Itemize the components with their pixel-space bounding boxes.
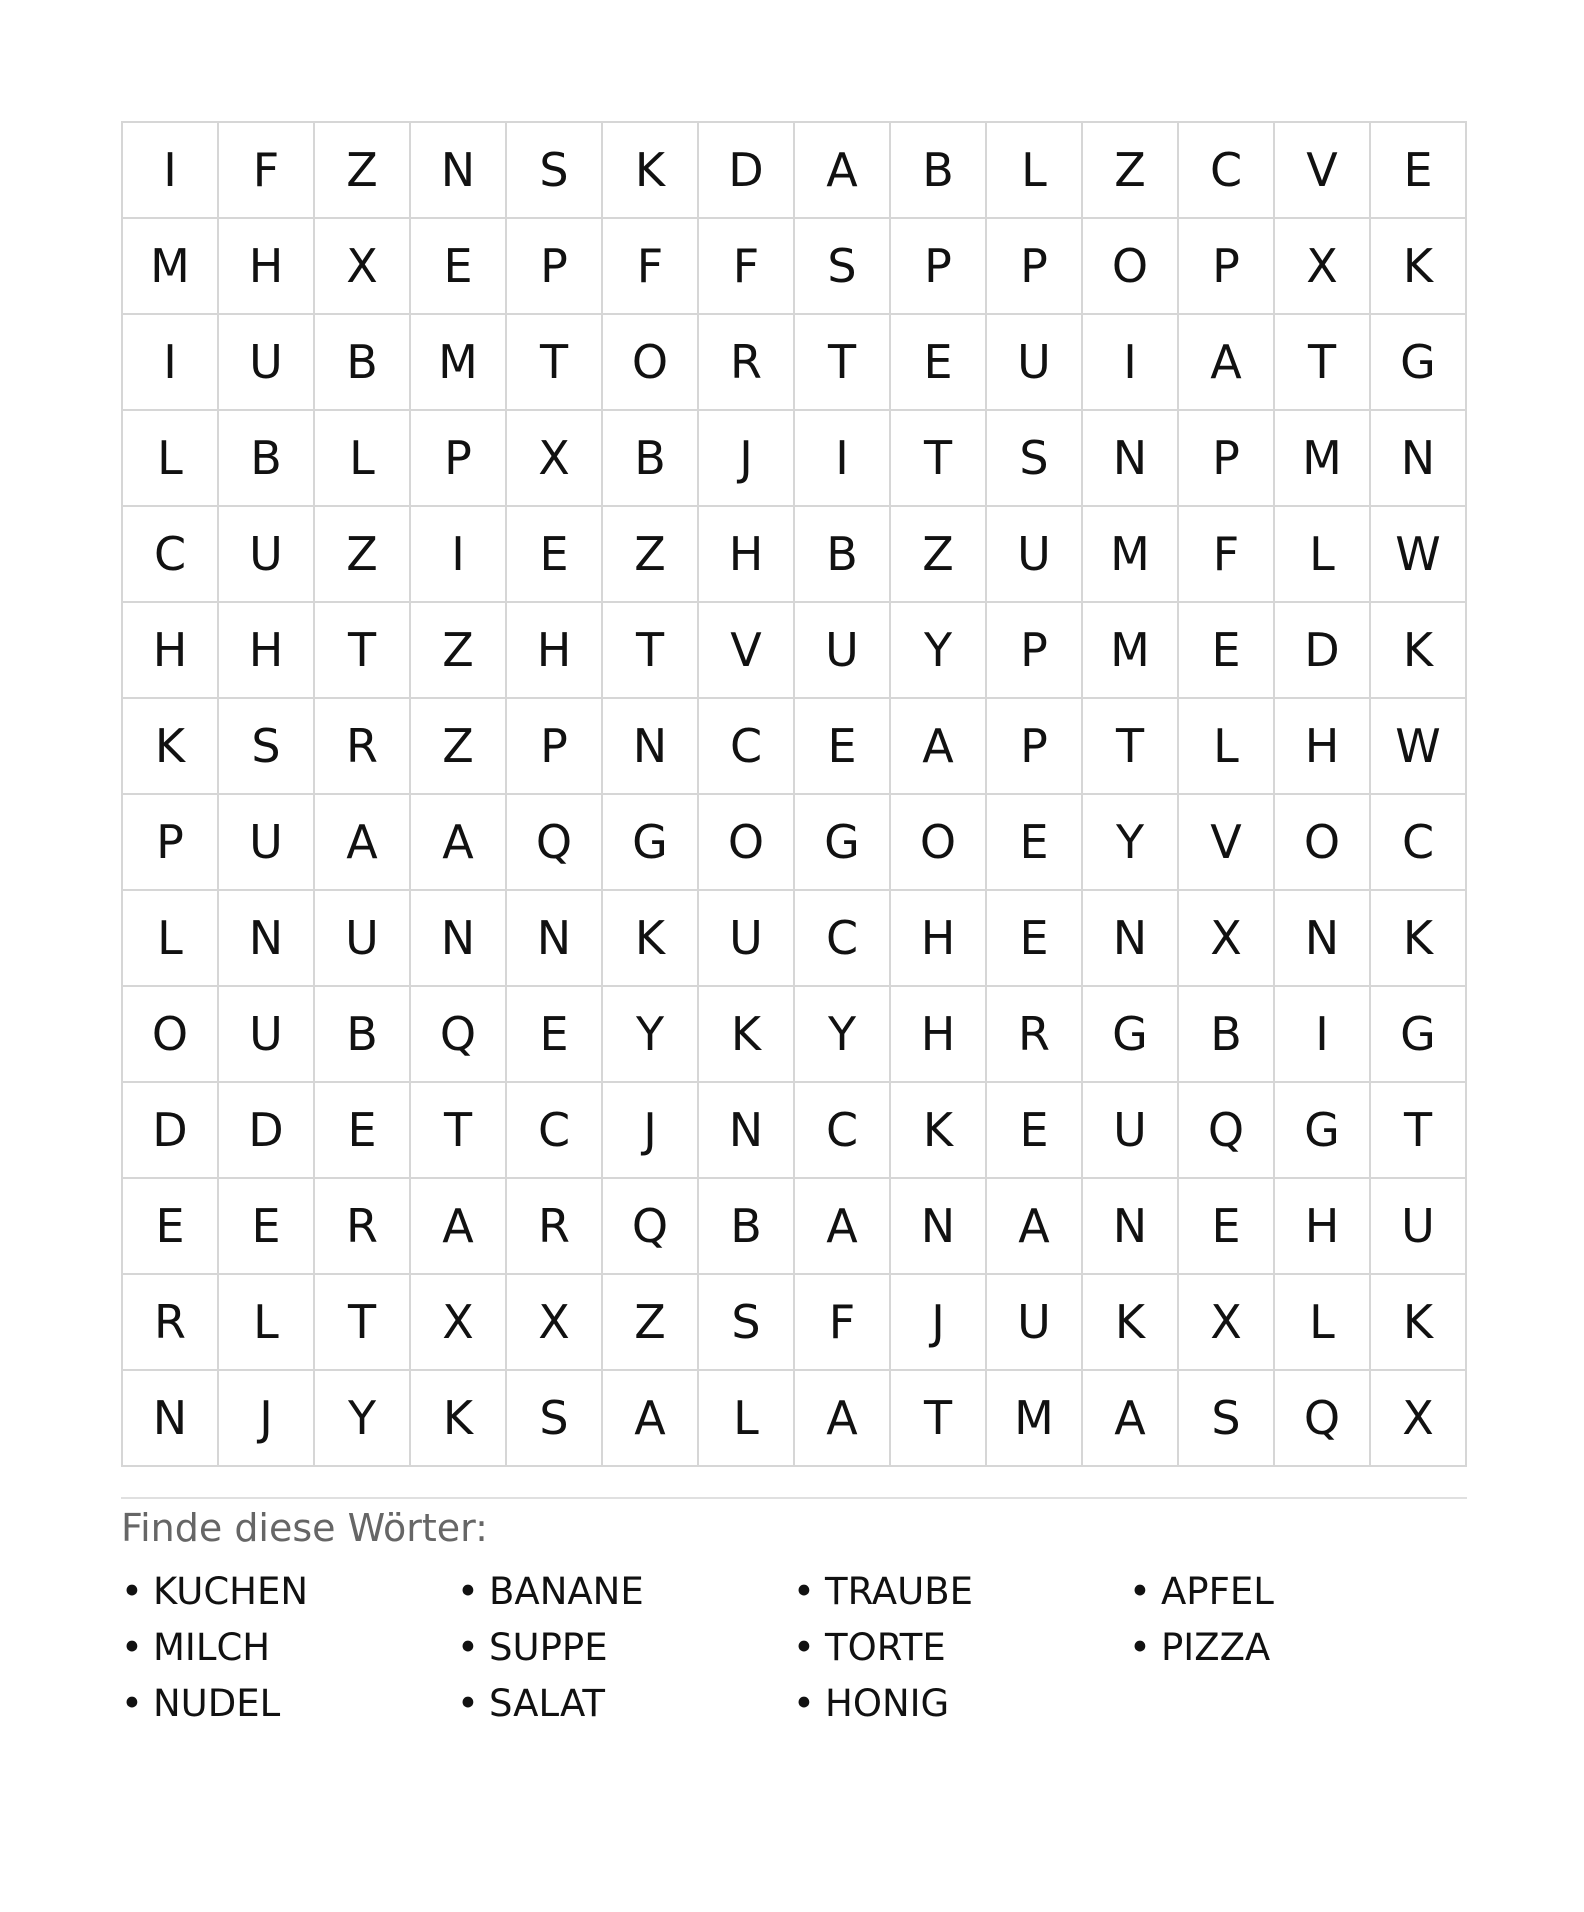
grid-cell[interactable]: T xyxy=(411,1083,507,1179)
grid-cell[interactable]: X xyxy=(411,1275,507,1371)
grid-cell[interactable]: I xyxy=(411,507,507,603)
grid-cell[interactable]: G xyxy=(1371,315,1467,411)
word-search-puzzle xyxy=(121,121,1465,1731)
bullet-icon: • xyxy=(457,1569,479,1613)
grid-cell[interactable]: F xyxy=(699,219,795,315)
grid-cell[interactable]: K xyxy=(699,987,795,1083)
grid-cell[interactable]: N xyxy=(1275,891,1371,987)
word-label: KUCHEN xyxy=(153,1569,309,1613)
grid-cell[interactable]: L xyxy=(219,1275,315,1371)
grid-cell[interactable]: K xyxy=(1371,1275,1467,1371)
grid-cell[interactable]: N xyxy=(1083,891,1179,987)
grid-cell[interactable]: U xyxy=(219,795,315,891)
bullet-icon: • xyxy=(457,1681,479,1725)
grid-cell[interactable]: D xyxy=(219,1083,315,1179)
grid-cell[interactable]: P xyxy=(1179,411,1275,507)
grid-cell[interactable]: M xyxy=(1083,603,1179,699)
grid-cell[interactable]: Q xyxy=(411,987,507,1083)
grid-cell[interactable]: U xyxy=(699,891,795,987)
grid-cell[interactable]: L xyxy=(1275,507,1371,603)
grid-cell[interactable]: N xyxy=(411,891,507,987)
grid-cell[interactable]: C xyxy=(1179,123,1275,219)
grid-cell[interactable]: F xyxy=(603,219,699,315)
grid-cell[interactable]: X xyxy=(1371,1371,1467,1467)
grid-cell[interactable]: A xyxy=(315,795,411,891)
word-label: HONIG xyxy=(825,1681,950,1725)
grid-cell[interactable]: C xyxy=(507,1083,603,1179)
grid-cell[interactable]: T xyxy=(1275,315,1371,411)
grid-cell[interactable]: F xyxy=(1179,507,1275,603)
grid-cell[interactable]: L xyxy=(1179,699,1275,795)
grid-cell[interactable]: H xyxy=(507,603,603,699)
grid-cell[interactable]: X xyxy=(1275,219,1371,315)
grid-cell[interactable]: O xyxy=(891,795,987,891)
grid-cell[interactable]: I xyxy=(1275,987,1371,1083)
grid-cell[interactable]: O xyxy=(123,987,219,1083)
grid-cell[interactable]: L xyxy=(1275,1275,1371,1371)
grid-cell[interactable]: P xyxy=(507,699,603,795)
grid-cell[interactable]: A xyxy=(1179,315,1275,411)
word-label: BANANE xyxy=(489,1569,644,1613)
grid-cell[interactable]: A xyxy=(411,1179,507,1275)
grid-cell[interactable]: S xyxy=(987,411,1083,507)
grid-cell[interactable]: H xyxy=(123,603,219,699)
grid-cell[interactable]: A xyxy=(891,699,987,795)
grid-cell[interactable]: X xyxy=(507,1275,603,1371)
grid-cell[interactable]: I xyxy=(795,411,891,507)
grid-cell[interactable]: K xyxy=(603,891,699,987)
grid-cell[interactable]: V xyxy=(1179,795,1275,891)
word-label: APFEL xyxy=(1161,1569,1274,1613)
grid-cell[interactable]: B xyxy=(315,987,411,1083)
word-list-item xyxy=(457,1563,793,1619)
grid-cell[interactable]: S xyxy=(219,699,315,795)
grid-cell[interactable]: Q xyxy=(603,1179,699,1275)
grid-cell[interactable]: S xyxy=(507,1371,603,1467)
grid-cell[interactable]: M xyxy=(123,219,219,315)
grid-cell[interactable]: P xyxy=(507,219,603,315)
grid-cell[interactable]: B xyxy=(219,411,315,507)
grid-cell[interactable]: U xyxy=(1083,1083,1179,1179)
grid-cell[interactable]: X xyxy=(1179,891,1275,987)
grid-cell[interactable]: T xyxy=(891,1371,987,1467)
grid-cell[interactable]: E xyxy=(891,315,987,411)
grid-cell[interactable]: X xyxy=(315,219,411,315)
grid-cell[interactable]: J xyxy=(891,1275,987,1371)
grid-cell[interactable]: F xyxy=(795,1275,891,1371)
grid-cell[interactable]: N xyxy=(219,891,315,987)
grid-cell[interactable]: K xyxy=(603,123,699,219)
grid-cell[interactable]: U xyxy=(219,507,315,603)
bullet-icon: • xyxy=(793,1681,815,1725)
grid-cell[interactable]: O xyxy=(1275,795,1371,891)
grid-cell[interactable]: A xyxy=(795,1179,891,1275)
grid-cell[interactable]: Y xyxy=(1083,795,1179,891)
grid-cell[interactable]: P xyxy=(891,219,987,315)
word-list-item xyxy=(1129,1563,1465,1619)
grid-cell[interactable]: A xyxy=(411,795,507,891)
grid-cell[interactable]: E xyxy=(507,987,603,1083)
word-list-item xyxy=(793,1563,1129,1619)
grid-cell[interactable]: N xyxy=(603,699,699,795)
grid-cell[interactable]: V xyxy=(699,603,795,699)
grid-cell[interactable]: E xyxy=(315,1083,411,1179)
word-list-item xyxy=(793,1619,1129,1675)
grid-cell[interactable]: K xyxy=(1371,891,1467,987)
word-label: TORTE xyxy=(825,1625,946,1669)
word-list-item xyxy=(1129,1619,1465,1675)
grid-cell[interactable]: E xyxy=(1371,123,1467,219)
grid-cell[interactable]: E xyxy=(987,795,1083,891)
grid-cell[interactable]: B xyxy=(699,1179,795,1275)
grid-cell[interactable]: E xyxy=(411,219,507,315)
grid-cell[interactable]: N xyxy=(1083,411,1179,507)
grid-cell[interactable]: E xyxy=(987,1083,1083,1179)
grid-cell[interactable]: W xyxy=(1371,507,1467,603)
word-label: PIZZA xyxy=(1161,1625,1271,1669)
grid-cell[interactable]: T xyxy=(1371,1083,1467,1179)
grid-cell[interactable]: Y xyxy=(315,1371,411,1467)
bullet-icon: • xyxy=(457,1625,479,1669)
grid-cell[interactable]: U xyxy=(315,891,411,987)
grid-cell[interactable]: Y xyxy=(603,987,699,1083)
grid-cell[interactable]: B xyxy=(1179,987,1275,1083)
grid-cell[interactable]: Z xyxy=(1083,123,1179,219)
grid-cell[interactable]: N xyxy=(411,123,507,219)
grid-cell[interactable]: I xyxy=(1083,315,1179,411)
grid-cell[interactable]: B xyxy=(795,507,891,603)
grid-cell[interactable]: P xyxy=(1179,219,1275,315)
grid-cell[interactable]: H xyxy=(219,603,315,699)
grid-cell[interactable]: K xyxy=(1371,219,1467,315)
word-list xyxy=(121,1563,1465,1731)
grid-cell[interactable]: L xyxy=(123,411,219,507)
word-list-item xyxy=(793,1675,1129,1731)
divider xyxy=(121,1497,1467,1499)
grid-cell[interactable]: A xyxy=(795,123,891,219)
grid-cell[interactable]: Z xyxy=(603,507,699,603)
grid-cell[interactable]: A xyxy=(795,1371,891,1467)
grid-cell[interactable]: U xyxy=(987,315,1083,411)
grid-cell[interactable]: H xyxy=(699,507,795,603)
grid-cell[interactable]: Q xyxy=(1275,1371,1371,1467)
grid-cell[interactable]: E xyxy=(507,507,603,603)
grid-cell[interactable]: R xyxy=(123,1275,219,1371)
grid-cell[interactable]: T xyxy=(603,603,699,699)
grid-cell[interactable]: J xyxy=(699,411,795,507)
word-list-item xyxy=(121,1619,457,1675)
bullet-icon: • xyxy=(1129,1569,1151,1613)
grid-cell[interactable]: P xyxy=(987,603,1083,699)
grid-cell[interactable]: R xyxy=(507,1179,603,1275)
grid-cell[interactable]: N xyxy=(699,1083,795,1179)
grid-cell[interactable]: C xyxy=(1371,795,1467,891)
grid-cell[interactable]: L xyxy=(315,411,411,507)
grid-cell[interactable]: U xyxy=(1371,1179,1467,1275)
grid-cell[interactable]: M xyxy=(1275,411,1371,507)
grid-cell[interactable]: D xyxy=(699,123,795,219)
letter-grid xyxy=(121,121,1467,1467)
grid-cell[interactable]: T xyxy=(315,1275,411,1371)
grid-cell[interactable]: K xyxy=(411,1371,507,1467)
grid-cell[interactable]: K xyxy=(1083,1275,1179,1371)
grid-cell[interactable]: G xyxy=(603,795,699,891)
grid-cell[interactable]: H xyxy=(891,987,987,1083)
grid-cell[interactable]: Z xyxy=(603,1275,699,1371)
grid-cell[interactable]: R xyxy=(699,315,795,411)
word-label: SALAT xyxy=(489,1681,605,1725)
grid-cell[interactable]: T xyxy=(795,315,891,411)
grid-cell[interactable]: N xyxy=(1083,1179,1179,1275)
grid-cell[interactable]: G xyxy=(1371,987,1467,1083)
grid-cell[interactable]: G xyxy=(795,795,891,891)
bullet-icon: • xyxy=(793,1569,815,1613)
grid-cell[interactable]: S xyxy=(699,1275,795,1371)
grid-cell[interactable]: Z xyxy=(411,699,507,795)
grid-cell[interactable]: Y xyxy=(795,987,891,1083)
grid-cell[interactable]: J xyxy=(603,1083,699,1179)
grid-cell[interactable]: E xyxy=(987,891,1083,987)
grid-cell[interactable]: T xyxy=(891,411,987,507)
grid-cell[interactable]: Q xyxy=(1179,1083,1275,1179)
grid-cell[interactable]: Z xyxy=(315,507,411,603)
grid-cell[interactable]: Y xyxy=(891,603,987,699)
word-label: MILCH xyxy=(153,1625,271,1669)
grid-cell[interactable]: B xyxy=(891,123,987,219)
grid-cell[interactable]: B xyxy=(603,411,699,507)
grid-cell[interactable]: C xyxy=(123,507,219,603)
grid-cell[interactable]: D xyxy=(1275,603,1371,699)
word-list-title: Finde diese Wörter: xyxy=(121,1506,488,1550)
grid-cell[interactable]: U xyxy=(987,1275,1083,1371)
grid-cell[interactable]: P xyxy=(987,699,1083,795)
grid-cell[interactable]: H xyxy=(1275,699,1371,795)
grid-cell[interactable]: F xyxy=(219,123,315,219)
grid-cell[interactable]: U xyxy=(987,507,1083,603)
grid-cell[interactable]: I xyxy=(123,123,219,219)
grid-cell[interactable]: Z xyxy=(411,603,507,699)
bullet-icon: • xyxy=(1129,1625,1151,1669)
grid-cell[interactable]: H xyxy=(219,219,315,315)
grid-cell[interactable]: L xyxy=(987,123,1083,219)
grid-cell[interactable]: G xyxy=(1083,987,1179,1083)
grid-cell[interactable]: G xyxy=(1275,1083,1371,1179)
grid-cell[interactable]: J xyxy=(219,1371,315,1467)
grid-cell[interactable]: K xyxy=(891,1083,987,1179)
grid-cell[interactable]: U xyxy=(795,603,891,699)
grid-cell[interactable]: P xyxy=(123,795,219,891)
grid-cell[interactable]: P xyxy=(411,411,507,507)
word-list-item xyxy=(121,1563,457,1619)
grid-cell[interactable]: L xyxy=(123,891,219,987)
grid-cell[interactable]: A xyxy=(1083,1371,1179,1467)
grid-cell[interactable]: E xyxy=(219,1179,315,1275)
grid-cell[interactable]: A xyxy=(987,1179,1083,1275)
grid-cell[interactable]: A xyxy=(603,1371,699,1467)
grid-cell[interactable]: S xyxy=(507,123,603,219)
grid-cell[interactable]: H xyxy=(891,891,987,987)
word-label: SUPPE xyxy=(489,1625,608,1669)
grid-cell[interactable]: W xyxy=(1371,699,1467,795)
grid-cell[interactable]: E xyxy=(1179,603,1275,699)
word-label: TRAUBE xyxy=(825,1569,973,1613)
word-list-item xyxy=(121,1675,457,1731)
grid-cell[interactable]: P xyxy=(987,219,1083,315)
grid-cell[interactable]: I xyxy=(123,315,219,411)
grid-cell[interactable]: M xyxy=(1083,507,1179,603)
grid-cell[interactable]: O xyxy=(1083,219,1179,315)
grid-cell[interactable]: N xyxy=(891,1179,987,1275)
grid-cell[interactable]: E xyxy=(795,699,891,795)
bullet-icon: • xyxy=(793,1625,815,1669)
grid-cell[interactable]: K xyxy=(123,699,219,795)
grid-cell[interactable]: T xyxy=(315,603,411,699)
grid-cell[interactable]: C xyxy=(699,699,795,795)
grid-cell[interactable]: E xyxy=(123,1179,219,1275)
bullet-icon: • xyxy=(121,1569,143,1613)
grid-cell[interactable]: B xyxy=(315,315,411,411)
grid-cell[interactable]: L xyxy=(699,1371,795,1467)
grid-cell[interactable]: R xyxy=(987,987,1083,1083)
grid-cell[interactable]: M xyxy=(987,1371,1083,1467)
grid-cell[interactable]: U xyxy=(219,315,315,411)
grid-cell[interactable]: T xyxy=(507,315,603,411)
grid-cell[interactable]: S xyxy=(795,219,891,315)
grid-cell[interactable]: X xyxy=(507,411,603,507)
grid-cell[interactable]: N xyxy=(507,891,603,987)
grid-cell[interactable]: M xyxy=(411,315,507,411)
grid-cell[interactable]: K xyxy=(1371,603,1467,699)
grid-cell[interactable]: N xyxy=(123,1371,219,1467)
grid-cell[interactable]: Z xyxy=(315,123,411,219)
grid-cell[interactable]: U xyxy=(219,987,315,1083)
word-list-item xyxy=(457,1619,793,1675)
grid-cell[interactable]: Z xyxy=(891,507,987,603)
grid-cell[interactable]: C xyxy=(795,1083,891,1179)
grid-cell[interactable]: S xyxy=(1179,1371,1275,1467)
grid-cell[interactable]: Q xyxy=(507,795,603,891)
grid-cell[interactable]: O xyxy=(603,315,699,411)
grid-cell[interactable]: R xyxy=(315,699,411,795)
word-label: NUDEL xyxy=(153,1681,281,1725)
grid-cell[interactable]: V xyxy=(1275,123,1371,219)
grid-cell[interactable]: D xyxy=(123,1083,219,1179)
grid-cell[interactable]: R xyxy=(315,1179,411,1275)
grid-cell[interactable]: H xyxy=(1275,1179,1371,1275)
bullet-icon: • xyxy=(121,1681,143,1725)
grid-cell[interactable]: N xyxy=(1371,411,1467,507)
bullet-icon: • xyxy=(121,1625,143,1669)
grid-cell[interactable]: O xyxy=(699,795,795,891)
grid-cell[interactable]: T xyxy=(1083,699,1179,795)
grid-cell[interactable]: X xyxy=(1179,1275,1275,1371)
grid-cell[interactable]: E xyxy=(1179,1179,1275,1275)
grid-cell[interactable]: C xyxy=(795,891,891,987)
word-list-item xyxy=(457,1675,793,1731)
